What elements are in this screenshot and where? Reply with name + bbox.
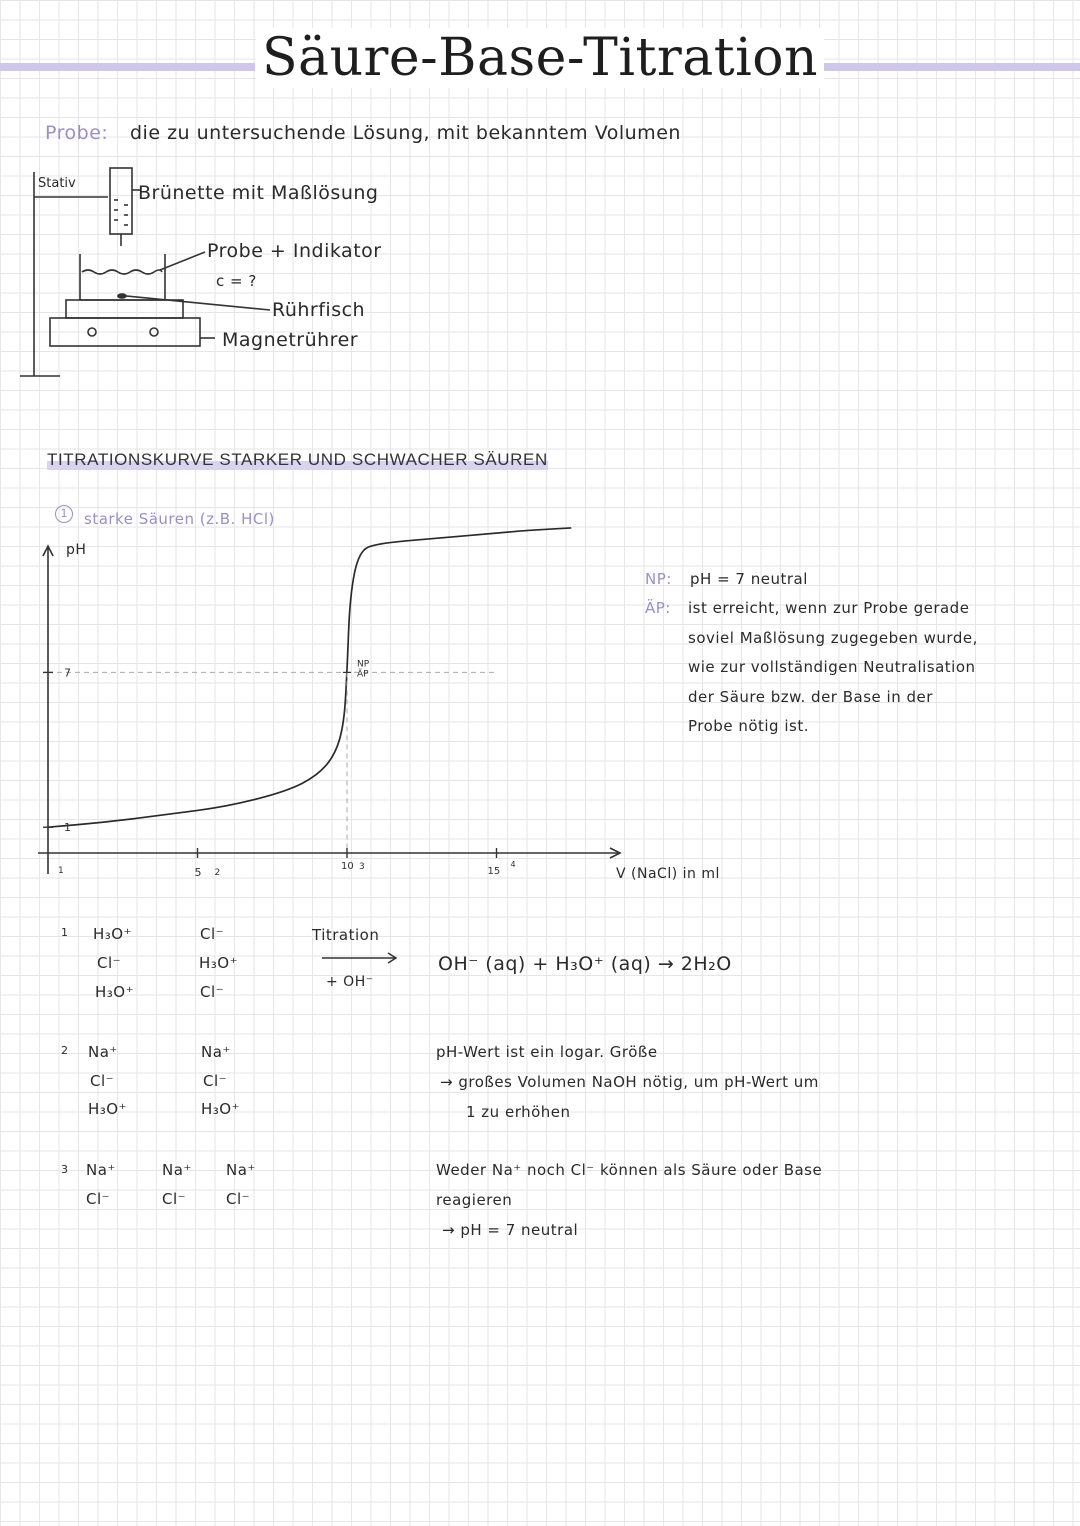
y-tick-label: 1 [64,821,71,835]
section-heading: TITRATIONSKURVE STARKER UND SCHWACHER SÄUREN [47,450,548,469]
ap-line-2: soviel Maßlösung zugegeben wurde, [688,629,978,647]
neutralization-equation: OH⁻ (aq) + H₃O⁺ (aq) → 2H₂O [438,953,732,975]
step-2-ion: Na⁺ [88,1043,118,1061]
x-tick-label: 2 [214,868,221,878]
step-1-ion: H₃O⁺ [199,954,239,972]
y-axis-label: pH [66,542,87,558]
probe-indikator-label: Probe + Indikator [207,240,382,262]
step-1-ion: Cl⁻ [200,925,225,943]
ap-line-5: Probe nötig ist. [688,717,809,735]
subsection-title: starke Säuren (z.B. HCl) [84,510,275,528]
step-1-ion: H₃O⁺ [93,925,133,943]
neutral-note-line-3: → pH = 7 neutral [442,1221,579,1239]
buerette-label: Brünette mit Maßlösung [138,182,379,204]
step-2-ion: Cl⁻ [203,1072,228,1090]
probe-definition: die zu untersuchende Lösung, mit bekanntem Volumen [130,122,681,144]
y-tick-label: 7 [64,666,71,680]
step-3-ion: Cl⁻ [162,1190,187,1208]
step-2-ion: Cl⁻ [90,1072,115,1090]
x-tick-label: 15 [487,866,501,877]
x-tick-label: 3 [359,862,365,872]
np-label: NP: [645,570,672,588]
page-title: Säure-Base-Titration [0,28,1080,88]
step-1-ion: H₃O⁺ [95,983,135,1001]
titration-arrow-label: Titration [312,926,380,944]
subsection-number-text: 1 [60,507,68,520]
x-axis-label: V (NaCl) in ml [616,866,720,882]
step-3-number: 3 [61,1163,68,1176]
step-2-ion: Na⁺ [201,1043,231,1061]
step-3-ion: Na⁺ [86,1161,116,1179]
step-1-ion: Cl⁻ [97,954,122,972]
ap-line-1: ist erreicht, wenn zur Probe gerade [688,599,970,617]
ruehrfisch-label: Rührfisch [272,299,366,321]
ph-note-line-2: → großes Volumen NaOH nötig, um pH-Wert um [440,1073,819,1091]
step-2-ion: H₃O⁺ [88,1100,128,1118]
magnetruehrer-label: Magnetrührer [222,329,359,351]
ap-line-3: wie zur vollständigen Neutralisation [688,658,976,676]
x-tick-label: 1 [58,866,64,876]
equivalence-marker-label: NP [357,659,370,670]
step-3-ion: Na⁺ [226,1161,256,1179]
stativ-label: Stativ [38,176,76,191]
titration-arrow-reagent: + OH⁻ [326,974,374,990]
ph-note-line-3: 1 zu erhöhen [466,1103,571,1121]
x-tick-label: 4 [510,860,516,869]
x-tick-label: 10 [341,861,354,872]
equivalence-marker-label: ÄP [357,669,369,680]
step-3-ion: Cl⁻ [86,1190,111,1208]
np-text: pH = 7 neutral [690,570,808,588]
ap-label: ÄP: [645,599,671,617]
step-1-number: 1 [61,926,68,939]
step-1-ion: Cl⁻ [200,983,225,1001]
concentration-label: c = ? [216,272,257,290]
step-2-ion: H₃O⁺ [201,1100,241,1118]
ph-note-line-1: pH-Wert ist ein logar. Größe [436,1043,658,1061]
neutral-note-line-2: reagieren [436,1191,513,1209]
step-3-ion: Cl⁻ [226,1190,251,1208]
step-3-ion: Na⁺ [162,1161,192,1179]
ap-line-4: der Säure bzw. der Base in der [688,688,933,706]
neutral-note-line-1: Weder Na⁺ noch Cl⁻ können als Säure oder Base [436,1161,823,1179]
step-2-number: 2 [61,1044,68,1057]
probe-label: Probe: [45,122,109,144]
x-tick-label: 5 [194,866,202,879]
